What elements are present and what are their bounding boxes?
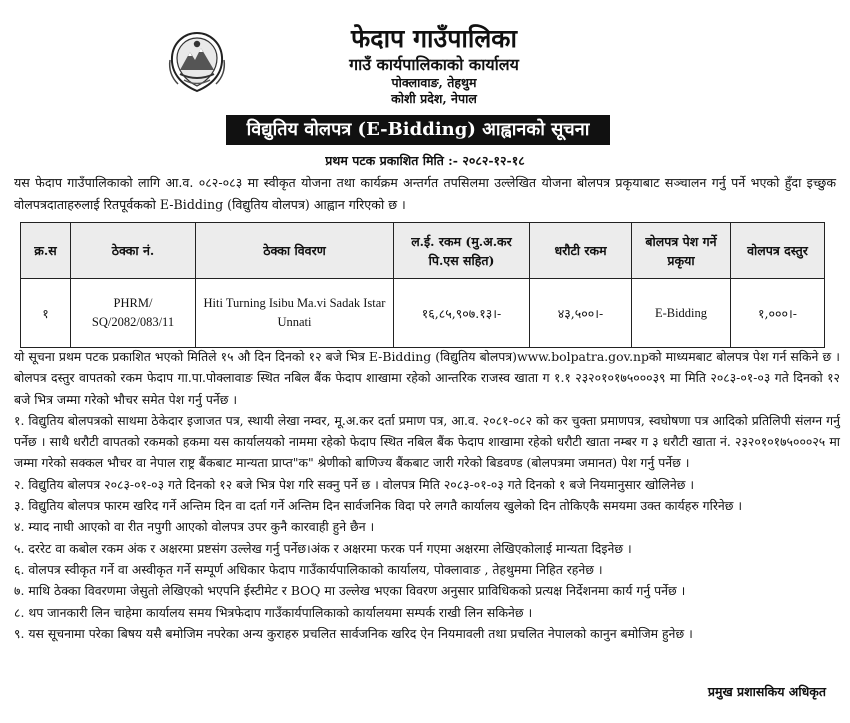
column-header: धरौटी रकम bbox=[530, 223, 632, 279]
list-item: ८. थप जानकारी लिन चाहेमा कार्यालय समय भित्रफेदाप गाउँकार्यपालिकाको कार्यालयमा सम्पर्क राखी लिन सकिनेछ । bbox=[14, 604, 533, 620]
table-cell: E-Bidding bbox=[632, 279, 731, 348]
column-header: बोलपत्र पेश गर्ने प्रकृया bbox=[632, 223, 731, 279]
list-item: ५. दररेट वा कबोल रकम अंक र अक्षरमा प्रष्टसंग उल्लेख गर्नु पर्नेछ।अंक र अक्षरमा फरक पर्न गएमा अक्षरमा लेखिएकोलाई मान्यता दिइनेछ । bbox=[14, 540, 632, 556]
column-header: ल.ई. रकम (मु.अ.कर पि.एस सहित) bbox=[394, 223, 530, 279]
table-row bbox=[21, 279, 825, 348]
table-cell: १६,८५,९०७.१३।- bbox=[394, 279, 530, 348]
list-item: २. विद्युतिय बोलपत्र २०८३-०१-०३ गते दिनको १२ बजे भित्र पेश गरि सक्नु पर्ने छ । वोलपत्र मिति २०८३-०१-०३ गते दिनको १ बजे नियमानुसार खोलिनेछ । bbox=[14, 476, 695, 492]
conditions-list bbox=[14, 346, 840, 644]
signatory-title: प्रमुख प्रशासकिय अधिकृत bbox=[707, 684, 826, 699]
conditions-paragraph: यो सूचना प्रथम पटक प्रकाशित भएको मितिले १५ औ दिन दिनको १२ बजे भित्र E-Bidding (विद्युतिय बोलपत्र)www.bolpatra.gov.npको माध्यमबाट बोलपत्र पेश गर्न सकिने छ । बोलपत्र दस्तुर वापतको रकम फेदाप गा.पा.पोक्लावाङ स्थित नबिल बैंक फेदाप शाखामा रहेको आन्तरिक राजस्व खाता ग १.१ २३२०१०१७५०००३९ मा मिति २०८३-०१-०३ गते दिनको १२ बजे भित्र जम्मा गरेको भौचर समेत पेश गर्नु पर्नेछ । bbox=[14, 349, 840, 407]
published-date: प्रथम पटक प्रकाशित मिति :- २०८२-१२-१८ bbox=[325, 153, 525, 168]
list-item: ३. विद्युतिय बोलपत्र फारम खरिद गर्ने अन्तिम दिन वा दर्ता गर्ने अन्तिम दिन सार्वजनिक विदा परे लगतै कार्यालय खुलेको दिन तोकिएकै समयमा उक्त कार्यहरु गरिनेछ । bbox=[14, 498, 743, 514]
table-cell: ४३,५००।- bbox=[530, 279, 632, 348]
table-cell: PHRM/ SQ/2082/083/11 bbox=[71, 279, 196, 348]
table-cell: १,०००।- bbox=[731, 279, 825, 348]
column-header: क्र.स bbox=[21, 223, 71, 279]
table-cell: Hiti Turning Isibu Ma.vi Sadak Istar Unnati bbox=[196, 279, 394, 348]
column-header: ठेक्का विवरण bbox=[196, 223, 394, 279]
list-item: ७. माथि ठेक्का विवरणमा जेसुतो लेखिएको भएपनि ईस्टीमेट र BOQ मा उल्लेख भएका विवरण अनुसार प्राविधिकको प्रत्यक्ष निर्देशनमा कार्य गर्नु पर्नेछ । bbox=[14, 583, 686, 599]
table-cell: १ bbox=[21, 279, 71, 348]
column-header: ठेक्का नं. bbox=[71, 223, 196, 279]
intro-paragraph: यस फेदाप गाउँपालिकाको लागि आ.व. ०८२-०८३ मा स्वीकृत योजना तथा कार्यक्रम अन्तर्गत तपसिलमा उल्लेखित योजना बोलपत्र प्रकृयाबाट सञ्चालन गर्नु पर्ने भएको हुँदा इच्छुक वोलपत्रदाताहरुलाई रितपूर्वकको E-Bidding (विद्युतिय वोलपत्र) आह्वान गरिएको छ । bbox=[14, 175, 836, 212]
list-item: ९. यस सूचनामा परेका बिषय यसै बमोजिम नपरेका अन्य कुराहरु प्रचलित सार्वजनिक खरिद ऐन नियमावली तथा प्रचलित नेपालको कानुन बमोजिम हुनेछ । bbox=[14, 625, 693, 641]
letterhead bbox=[0, 24, 850, 107]
list-item: १. विद्युतिय बोलपत्रको साथमा ठेकेदार इजाजत पत्र, स्थायी लेखा नम्वर, मू.अ.कर दर्ता प्रमाण पत्र, आ.व. २०८१-०८२ को कर चुक्ता प्रमाणपत्र, स्वघोषणा पत्र आदिको प्रतिलिपी संलग्न गर्नु पर्नेछ । साथै धरौटी वापतको रकमको हकमा यस कार्यालयको नाममा रहेको फेदाप स्थित नबिल बैंक फेदाप शाखामा रहेको धरौटी खाता नम्बर ग ३ धरौटी खाता नं. २३२०१०१७५०००२५ मा जम्मा गरेको सक्कल भौचर वा नेपाल राष्ट्र बैंकबाट मान्यता प्राप्त"क" श्रेणीको बाणिज्य बैंकबाट जारी गरेको बिडवण्ड (बोलपत्रमा जमानत) पेश गर्नु पर्नेछ । bbox=[14, 412, 841, 471]
office-name: गाउँ कार्यपालिकाको कार्यालय bbox=[349, 55, 519, 74]
notice-title: विद्युतिय वोलपत्र (E-Bidding) आह्वानको सूचना bbox=[226, 115, 610, 145]
list-item: ४. म्याद नाघी आएको वा रीत नपुगी आएको वोलपत्र उपर कुनै कारवाही हुने छैन । bbox=[14, 519, 375, 535]
list-item: ६. वोलपत्र स्वीकृत गर्ने वा अस्वीकृत गर्ने सम्पूर्ण अधिकार फेदाप गाउँकार्यपालिकाको कार्यालय, पोक्लावाङ , तेहथुममा निहित रहनेछ । bbox=[14, 561, 603, 577]
column-header: वोलपत्र दस्तुर bbox=[731, 223, 825, 279]
tender-table bbox=[20, 222, 825, 348]
table-header-row bbox=[21, 223, 825, 279]
address-line-2: कोशी प्रदेश, नेपाल bbox=[391, 91, 477, 106]
municipality-name: फेदाप गाउँपालिका bbox=[351, 24, 517, 53]
address-line-1: पोक्लावाङ, तेहथुम bbox=[391, 75, 477, 90]
